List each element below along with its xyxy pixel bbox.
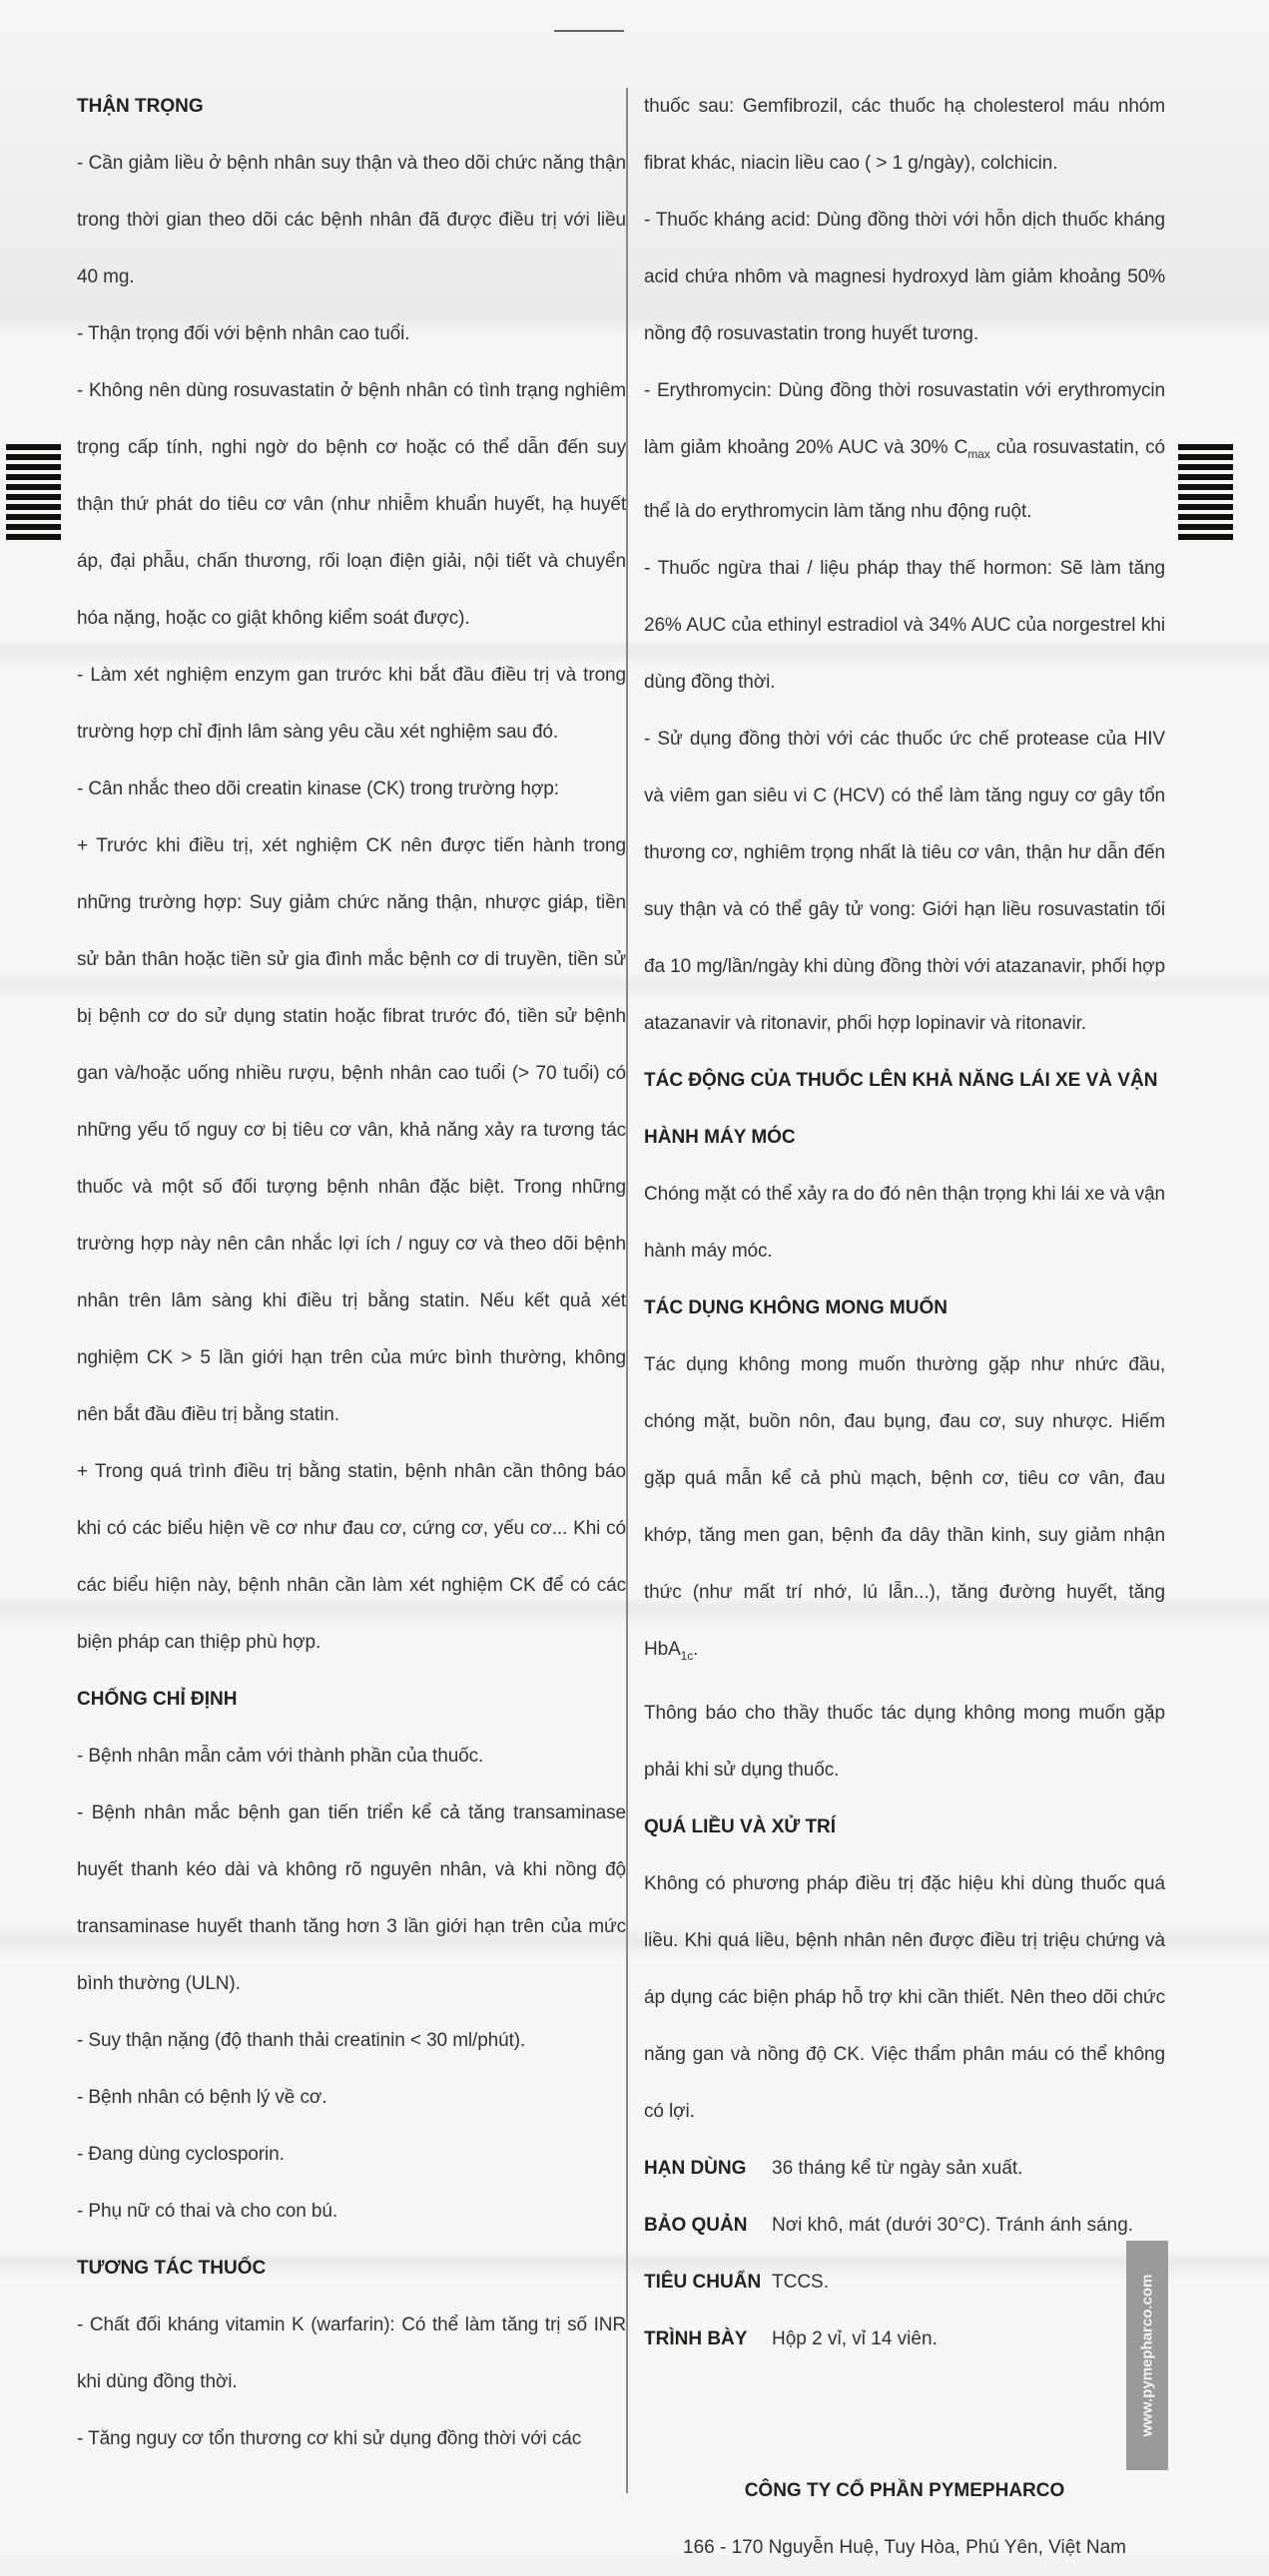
shelf-life-row [644,2140,1165,2197]
website-url: www.pymepharco.com [1138,2274,1156,2437]
paragraph: + Trước khi điều trị, xét nghiệm CK nên được tiến hành trong những trường hợp: Suy giảm chức năng thận, nhược giáp, tiền sử bản thân hoặc tiền sử gia đình mắc bệnh cơ di truyền, tiền sử bị bệnh cơ do sử dụng statin hoặc fibrat trước đó, tiền sử bệnh gan và/hoặc uống nhiều rượu, bệnh nhân cao tuổi (> 70 tuổi) có những yếu tố nguy cơ bị tiêu cơ vân, khả năng xảy ra tương tác thuốc và một số đối tượng bệnh nhân đặc biệt. Trong những trường hợp này nên cân nhắc lợi ích / nguy cơ và theo dõi bệnh nhân trên lâm sàng khi điều trị bằng statin. Nếu kết quả xét nghiệm CK > 5 lần giới hạn trên của mức bình thường, không nên bắt đầu điều trị bằng statin. [77,835,626,1425]
section-heading-lai-xe: TÁC ĐỘNG CỦA THUỐC LÊN KHẢ NĂNG LÁI XE VÀ VẬN HÀNH MÁY MÓC [644,1069,1158,1148]
paragraph: - Bệnh nhân có bệnh lý về cơ. [77,2087,327,2108]
subscript: 1c [680,1648,694,1663]
paragraph: - Không nên dùng rosuvastatin ở bệnh nhân có tình trạng nghiêm trọng cấp tính, nghi ngờ do bệnh cơ hoặc có thể dẫn đến suy thận thứ phát do tiêu cơ vân (như nhiễm khuẩn huyết, hạ huyết áp, đại phẫu, chấn thương, rối loạn điện giải, nội tiết và chuyển hóa nặng, hoặc co giật không kiểm soát được). [77,380,626,629]
right-column [644,78,1165,2576]
paragraph: - Phụ nữ có thai và cho con bú. [77,2201,337,2222]
standard-row [644,2254,1165,2311]
registration-mark-left [6,444,61,544]
section-heading-than-trong: THẬN TRỌNG [77,96,204,117]
paragraph: Thông báo cho thầy thuốc tác dụng không mong muốn gặp phải khi sử dụng thuốc. [644,1702,1165,1781]
text-span: . [693,1638,699,1660]
paragraph: + Trong quá trình điều trị bằng statin, bệnh nhân cần thông báo khi có các biểu hiện về cơ như đau cơ, cứng cơ, yếu cơ... Khi có các biểu hiện này, bệnh nhân cần làm xét nghiệm CK để có các biện pháp can thiệp phù hợp. [77,1461,626,1653]
paragraph: thuốc sau: Gemfibrozil, các thuốc hạ cholesterol máu nhóm fibrat khác, niacin liều cao ( > 1 g/ngày), colchicin. [644,96,1165,174]
storage-label: BẢO QUẢN [644,2214,748,2236]
storage-row [644,2197,1165,2254]
text-span: Tác dụng không mong muốn thường gặp như nhức đầu, chóng mặt, buồn nôn, đau bụng, đau cơ, suy nhược. Hiếm gặp quá mẫn kể cả phù mạch, bệnh cơ, tiêu cơ vân, đau khớp, tăng men gan, bệnh đa dây thần kinh, suy giảm nhận thức (như mất trí nhớ, lú lẫn...), tăng đường huyết, tăng HbA [644,1353,1165,1660]
shelf-life-label: HẠN DÙNG [644,2157,747,2179]
text-span: - Erythromycin: Dùng đồng thời rosuvastatin với erythromycin làm giảm khoảng 20% AUC và 30% C [644,380,1165,458]
standard-label: TIÊU CHUẨN [644,2271,762,2293]
paragraph: - Bệnh nhân mắc bệnh gan tiến triển kể cả tăng transaminase huyết thanh kéo dài và không rõ nguyên nhân, và khi nồng độ transaminase huyết thanh tăng hơn 3 lần giới hạn trên của mức bình thường (ULN). [77,1803,626,1994]
paragraph: Chóng mặt có thể xảy ra do đó nên thận trọng khi lái xe và vận hành máy móc. [644,1183,1165,1262]
paragraph: - Cần giảm liều ở bệnh nhân suy thận và theo dõi chức năng thận trong thời gian theo dõi các bệnh nhân đã được điều trị với liều 40 mg. [77,153,626,287]
fold-mark [554,30,624,32]
section-heading-qua-lieu: QUÁ LIỀU VÀ XỬ TRÍ [644,1815,837,1837]
standard-value: TCCS. [772,2271,829,2293]
paragraph: - Cân nhắc theo dõi creatin kinase (CK) trong trường hợp: [77,778,559,799]
company-address: 166 - 170 Nguyễn Huệ, Tuy Hòa, Phú Yên, Việt Nam [683,2536,1126,2558]
subscript: max [967,446,990,461]
paragraph [644,362,1165,540]
packaging-row [644,2311,1165,2367]
paragraph: - Suy thận nặng (độ thanh thải creatinin < 30 ml/phút). [77,2030,526,2051]
company-name: CÔNG TY CỔ PHẦN PYMEPHARCO [744,2479,1065,2501]
registration-mark-right [1178,444,1233,544]
paragraph: - Thận trọng đối với bệnh nhân cao tuổi. [77,323,410,344]
paragraph: Không có phương pháp điều trị đặc hiệu khi dùng thuốc quá liều. Khi quá liều, bệnh nhân nên được điều trị triệu chứng và áp dụng các biện pháp hỗ trợ khi cần thiết. Nên theo dõi chức năng gan và nồng độ CK. Việc thẩm phân máu có thể không có lợi. [644,1872,1165,2122]
paragraph: - Thuốc ngừa thai / liệu pháp thay thế hormon: Sẽ làm tăng 26% AUC của ethinyl estradiol và 34% AUC của norgestrel khi dùng đồng thời. [644,557,1165,693]
paragraph: - Đang dùng cyclosporin. [77,2144,285,2165]
paragraph: - Chất đối kháng vitamin K (warfarin): Có thể làm tăng trị số INR khi dùng đồng thời. [77,2315,626,2392]
packaging-label: TRÌNH BÀY [644,2327,748,2349]
column-divider [626,88,628,2493]
paragraph [644,1336,1165,1685]
section-heading-tuong-tac: TƯƠNG TÁC THUỐC [77,2258,267,2279]
packaging-value: Hộp 2 vỉ, vỉ 14 viên. [772,2327,938,2349]
paragraph: - Làm xét nghiệm enzym gan trước khi bắt đầu điều trị và trong trường hợp chỉ định lâm sàng yêu cầu xét nghiệm sau đó. [77,665,626,743]
storage-value: Nơi khô, mát (dưới 30°C). Tránh ánh sáng. [772,2214,1134,2236]
left-column [77,78,626,2467]
section-heading-tac-dung-khong-mong-muon: TÁC DỤNG KHÔNG MONG MUỐN [644,1296,948,1318]
paragraph: - Bệnh nhân mẫn cảm với thành phần của thuốc. [77,1746,484,1767]
paragraph: - Thuốc kháng acid: Dùng đồng thời với hỗn dịch thuốc kháng acid chứa nhôm và magnesi hydroxyd làm giảm khoảng 50% nồng độ rosuvastatin trong huyết tương. [644,210,1165,344]
section-heading-chong-chi-dinh: CHỐNG CHỈ ĐỊNH [77,1689,238,1710]
text-span: của rosuvastatin, có thể là do erythromycin làm tăng nhu động ruột. [644,437,1165,522]
paragraph: - Tăng nguy cơ tổn thương cơ khi sử dụng đồng thời với các [77,2428,582,2449]
paragraph: - Sử dụng đồng thời với các thuốc ức chế protease của HIV và viêm gan siêu vi C (HCV) có thể làm tăng nguy cơ gây tổn thương cơ, nghiêm trọng nhất là tiêu cơ vân, thận hư dẫn đến suy thận và có thể gây tử vong: Giới hạn liều rosuvastatin tối đa 10 mg/lần/ngày khi dùng đồng thời với atazanavir, phối hợp atazanavir và ritonavir, phối hợp lopinavir và ritonavir. [644,728,1165,1034]
shelf-life-value: 36 tháng kể từ ngày sản xuất. [772,2157,1023,2179]
